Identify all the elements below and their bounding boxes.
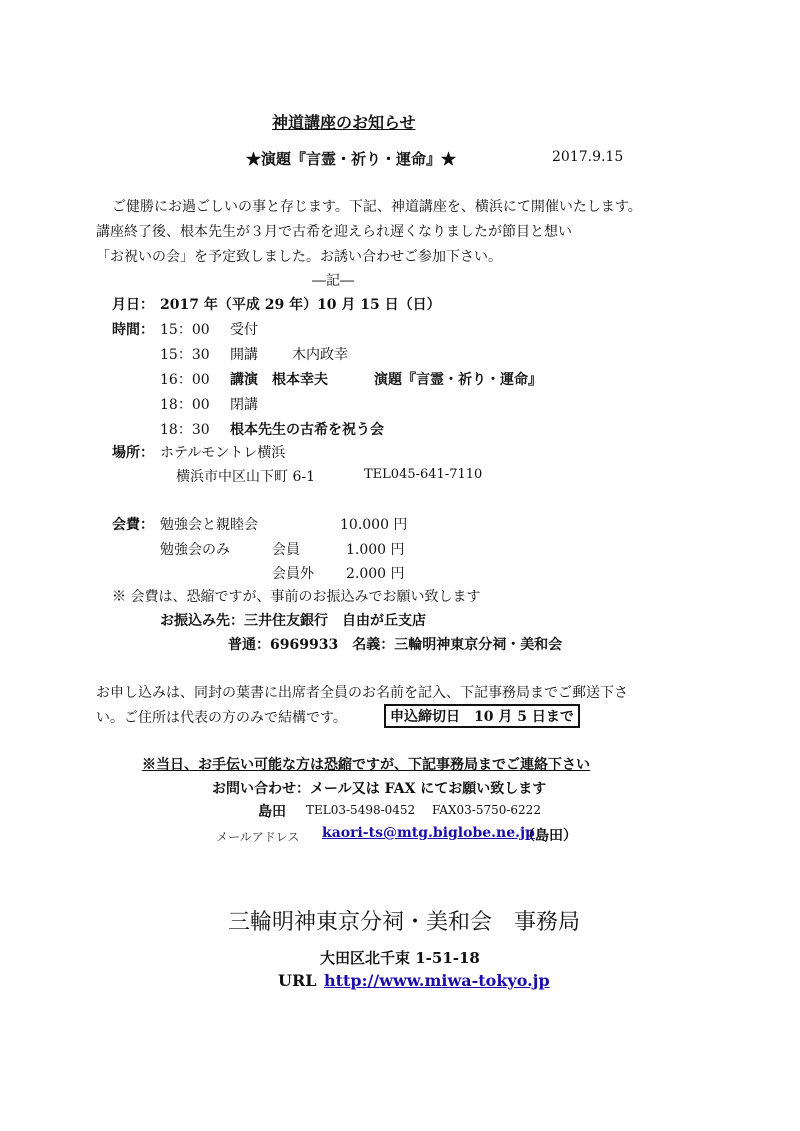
- schedule-time: 18：00: [160, 397, 210, 413]
- intro-line-3: 「お祝いの会」を予定致しました。お誘い合わせご参加下さい。: [96, 249, 502, 265]
- fee-note: ※ 会費は、恐縮ですが、事前のお振込みでお願い致します: [112, 589, 481, 605]
- bank-info: お振込み先：三井住友銀行 自由が丘支店: [160, 613, 426, 629]
- contact-fax: FAX03-5750-6222: [432, 803, 541, 817]
- lecture-subtitle: ★演題『言霊・祈り・運命』★: [246, 150, 457, 168]
- contact-tel: TEL03-5498-0452: [306, 803, 416, 817]
- contact-name: 島田: [258, 804, 286, 820]
- schedule-item: 講演 根本幸夫: [230, 372, 328, 388]
- fee-item: 勉強会のみ: [160, 542, 230, 558]
- schedule-label: 時間：: [112, 322, 154, 338]
- schedule-item: 開講: [230, 347, 258, 363]
- venue-label: 場所：: [112, 445, 154, 461]
- fee-amount: 2.000 円: [346, 566, 405, 582]
- application-line-2: い。ご住所は代表の方のみで結構です。: [96, 710, 347, 726]
- ki-heading: ―記―: [312, 273, 354, 289]
- website-link[interactable]: http://www.miwa-tokyo.jp: [324, 971, 550, 990]
- notice-date: 2017.9.15: [552, 149, 624, 165]
- event-date-label: 月日：: [112, 297, 154, 313]
- schedule-time: 16：00: [160, 372, 210, 388]
- deadline-box: 申込締切日 10 月 5 日まで: [384, 704, 580, 728]
- email-label: メールアドレス: [216, 830, 300, 844]
- schedule-time: 15：30: [160, 347, 210, 363]
- schedule-speaker: 木内政幸: [292, 347, 348, 363]
- fee-amount: 10.000 円: [340, 517, 408, 533]
- schedule-topic: 演題『言霊・祈り・運命』: [374, 372, 542, 388]
- fee-item: 勉強会と親睦会: [160, 517, 258, 533]
- office-name: 三輪明神東京分祠・美和会 事務局: [228, 910, 581, 935]
- intro-line-1: ご健勝にお過ごしいの事と存じます。下記、神道講座を、横浜にて開催いたします。: [112, 199, 642, 215]
- fee-label: 会費：: [112, 517, 154, 533]
- intro-line-2: 講座終了後、根本先生が３月で古希を迎えられ遅くなりましたが節目と想い: [96, 224, 572, 240]
- schedule-item: 閉講: [230, 397, 258, 413]
- venue-address: 横浜市中区山下町 6-1: [176, 469, 315, 485]
- help-notice: ※当日、お手伝い可能な方は恐縮ですが、下記事務局までご連絡下さい: [142, 757, 590, 773]
- page-title: 神道講座のお知らせ: [272, 113, 416, 132]
- account-info: 普通：6969933 名義：三輪明神東京分祠・美和会: [228, 637, 563, 653]
- venue-tel: TEL045-641-7110: [364, 467, 483, 482]
- url-label: URL: [278, 971, 317, 990]
- schedule-item: 根本先生の古希を祝う会: [230, 422, 384, 438]
- email-suffix: （島田）: [521, 828, 577, 844]
- fee-amount: 1.000 円: [346, 542, 405, 558]
- contact-heading: お問い合わせ：メール又は FAX にてお願い致します: [212, 781, 547, 797]
- schedule-time: 15：00: [160, 322, 210, 338]
- fee-type: 会員: [272, 542, 300, 558]
- schedule-time: 18：30: [160, 422, 210, 438]
- event-date-value: 2017 年（平成 29 年）10 月 15 日（日）: [160, 297, 441, 313]
- schedule-item: 受付: [230, 322, 258, 338]
- venue-name: ホテルモントレ横浜: [160, 445, 286, 461]
- application-line-1: お申し込みは、同封の葉書に出席者全員のお名前を記入、下記事務局までご郵送下さ: [96, 685, 628, 701]
- office-address: 大田区北千束 1-51-18: [320, 949, 480, 967]
- fee-type: 会員外: [272, 566, 314, 582]
- email-link[interactable]: kaori-ts@mtg.biglobe.ne.jp: [322, 825, 535, 841]
